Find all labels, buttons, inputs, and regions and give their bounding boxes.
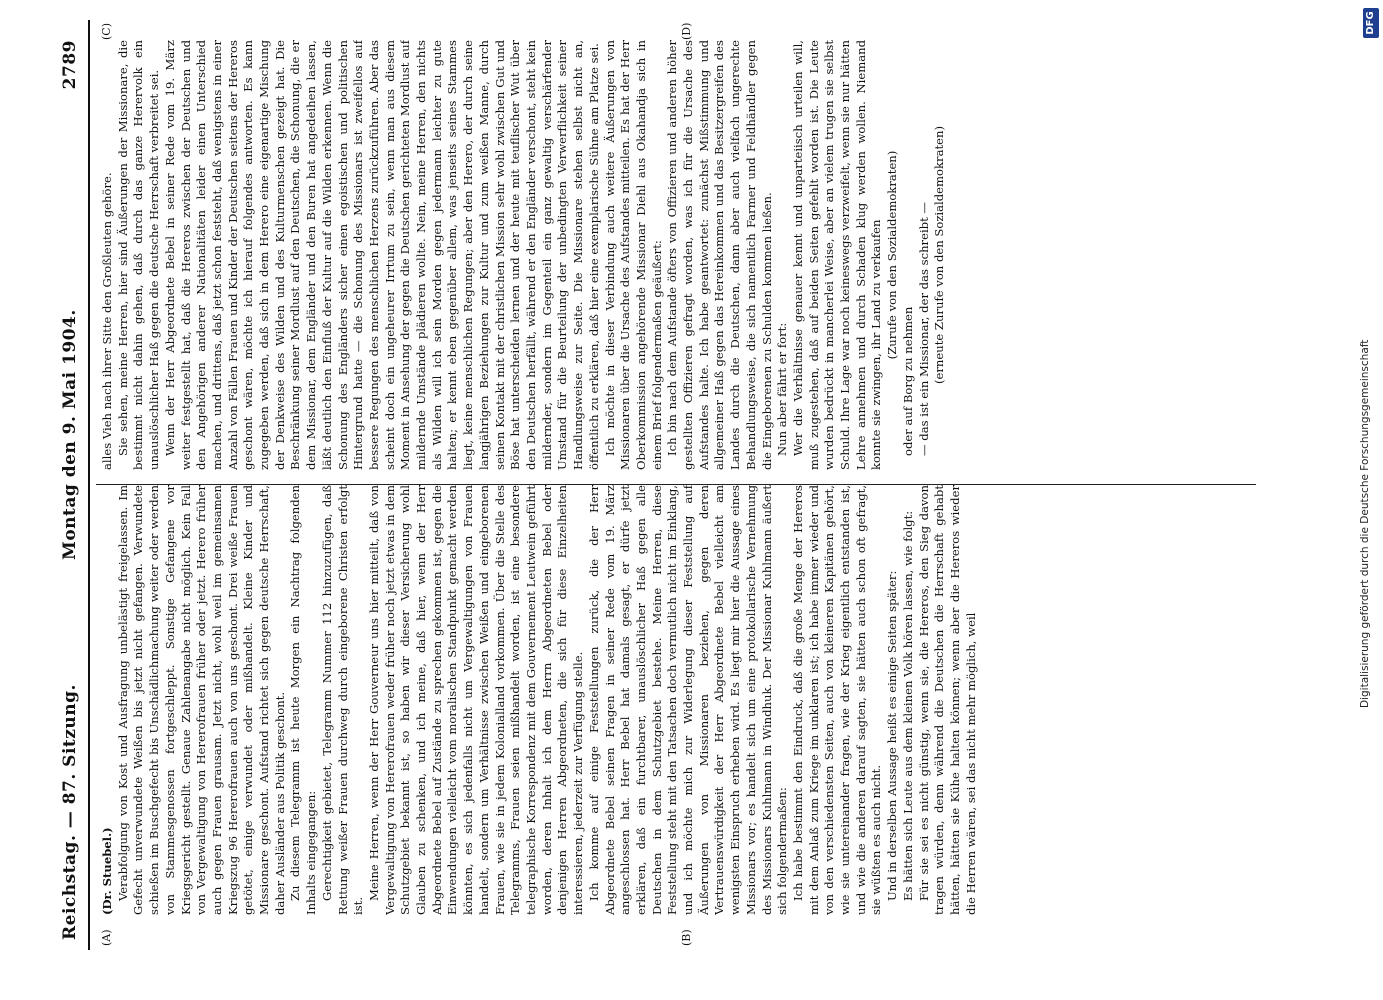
marginal-c: (C) bbox=[100, 23, 113, 40]
marginal-a: (A) bbox=[100, 929, 113, 946]
paragraph: Es hätten sich Leute aus dem kleinen Volk hören lassen, wie folgt: bbox=[900, 510, 915, 901]
interjection: (Zurufe von den Sozialdemokraten) bbox=[885, 150, 900, 360]
right-column bbox=[100, 40, 1340, 470]
paragraph: Wer die Verhältnisse genauer kennt und unparteiisch urteilen will, muß zugestehen, daß auf beiden Seiten gefehlt worden ist. Die Leute wurden bedrückt in mancherlei Weise, aber an vielem trugen sie selbst Schuld. Ihre Lage war noch keineswegs verzweifelt, wenn sie nur hätten Lehre annehmen und durch Schaden klug werden wollen. Niemand konnte sie zwingen, ihr Land zu verkaufen bbox=[790, 40, 884, 470]
page-number: 2789 bbox=[60, 40, 80, 90]
digitization-credit bbox=[1357, 8, 1377, 993]
paragraph: Verabfolgung von Kost und Ausfragung unbelästigt freigelassen. Im Gefecht unverwundete Weißen bis jetzt nicht gefangen. Verwundete schießen im Buschgefecht bis Unschädlichmachung weiter oder werden von Stammesgenossen fortgeschleppt. Sonstige Gefangene vor Kriegsgericht gestellt. Genaue Zahlenangabe nicht möglich. Kein Fall von Vergewaltigung von Hererofrauen früher oder jetzt. Herero früher auch gegen Frauen grausam. Jetzt nicht, wohl weil im gemeinsamen Kriegszug 96 Hererofrauen auch von uns geschont. Drei weiße Frauen getötet, einige verwundet oder mißhandelt. Kleine Kinder und Missionare geschont. Aufstand richtet sich gegen deutsche Herrschaft, daher Ausländer aus Politik geschont. bbox=[115, 485, 287, 915]
paragraph: Meine Herren, wenn der Herr Gouverneur uns hier mitteilt, daß von Vergewaltigung von Hererofrauen weder früher noch jetzt etwas in dem Schutzgebiet bekannt ist, so haben wir dieser Versicherung wohl Glauben zu schenken, und ich meine, daß hier, wenn der Herr Abgeordnete Bebel auf Zustände zu sprechen gekommen ist, gegen die Einwendungen vielleicht vom moralischen Standpunkt gemacht werden könnten, es sich jedenfalls nicht um Vergewaltigungen von Frauen handelt, sondern um Verhältnisse zwischen Weißen und eingeborenen Frauen, wie sie in jedem Kolonialland vorkommen. Über die Stelle des Telegramms, Frauen seien mißhandelt worden, ist eine besondere telegraphische Korrespondenz mit dem Gouvernement Leutwein geführt worden, deren Inhalt ich dem Herrn Abgeordneten Bebel oder denjenigen Herren Abgeordneten, die sich für diese Einzelheiten interessieren, jederzeit zur Verfügung stelle. bbox=[366, 485, 586, 915]
left-column bbox=[100, 485, 1340, 915]
paragraph: Gerechtigkeit gebietet, Telegramm Nummer 112 hinzuzufügen, daß Rettung weißer Frauen durchweg durch eingeborene Christen erfolgt ist. bbox=[319, 485, 366, 915]
paragraph: oder auf Borg zu nehmen bbox=[900, 306, 915, 456]
paragraph: Ich komme auf einige Feststellungen zurück, die der Herr Abgeordnete Bebel seinen Fragen in seiner Rede vom 19. März angeschlossen hat. Herr Bebel hat damals gesagt, er dürfe jetzt erklären, daß ein furchtbarer, unauslöschlicher Haß gegen alle Deutschen in dem Schutzgebiet bestehe. Meine Herren, diese Feststellung steht mit den Tatsachen doch vermutlich nicht im Einklang, und ich möchte mich zur Widerlegung dieser Feststellung auf Äußerungen von Missionaren beziehen, gegen deren Vertrauenswürdigkeit der Herr Abgeordnete Bebel vielleicht am wenigsten Einspruch erheben wird. Es liegt mir hier die Aussage eines Missionars vor; es handelt sich um eine protokollarische Vernehmung des Missionars Kuhlmann in Windhuk. Der Missionar Kuhlmann äußert sich folgendermaßen: bbox=[586, 485, 790, 915]
dfg-logo bbox=[1363, 8, 1379, 38]
paragraph: Ich möchte in dieser Verbindung auch weitere Äußerungen von Missionaren über die Ursache des Aufstandes mitteilen. Es hat der Herr Oberkommission angehörende Missionar Diehl aus Okahandja sich in einem Brief folgendermaßen geäußert: bbox=[602, 40, 664, 470]
marginal-d: (D) bbox=[680, 22, 693, 40]
document-page bbox=[60, 20, 1350, 950]
paragraph: — das ist ein Missionar, der das schreibt — bbox=[916, 201, 931, 456]
credit-text: Digitalisierung gefördert durch die Deutsche Forschungsgemeinschaft bbox=[1359, 339, 1371, 708]
paragraph: Sie sehen, meine Herren, hier sind Äußerungen der Missionare, die bestimmt nicht dahin gehen, daß durch das ganze Herervolk ein unauslöschlicher Haß gegen die deutsche Herrschaft verbreitet sei. bbox=[115, 40, 162, 470]
paragraph: Zu diesem Telegramm ist heute Morgen ein Nachtrag folgenden Inhalts eingegangen: bbox=[288, 485, 319, 915]
paragraph: Nun aber fährt er fort: bbox=[775, 322, 790, 456]
header-date: Montag den 9. Mai 1904. bbox=[60, 309, 80, 560]
speaker-label: (Dr. Stuebel.) bbox=[100, 827, 114, 915]
dfg-logo-text: DFG bbox=[1365, 11, 1376, 35]
interjection: (erneute Zurufe von den Sozialdemokraten) bbox=[932, 125, 947, 385]
paragraph: Ich habe bestimmt den Eindruck, daß die große Menge der Hereros mit dem Anlaß zum Kriege im unklaren ist; ich habe immer wieder und von den verschiedensten Seiten, auch von kleineren Kapitänen gehört, wie sie untereinander fragen, wie der Krieg eigentlich entstanden ist, und wie die anderen darauf sagten, sie hätten auch schon oft gefragt, sie wüßten es auch nicht. bbox=[790, 485, 884, 915]
page-header bbox=[60, 20, 86, 950]
paragraph: Ich bin nach dem Aufstande öfters von Offizieren und anderen höher gestellten Offizieren gefragt worden, was ich für die Ursache des Aufstandes halte. Ich habe geantwortet: zunächst Mißstimmung und allgemeiner Haß gegen das Hereinkommen und das Besitzergreifen des Landes durch die Deutschen, dann aber auch vielfach ungerechte Behandlungsweise, die sich namentlich Farmer und Feldhändler gegen die Eingeborenen zu Schulden kommen ließen. bbox=[665, 40, 774, 470]
header-rule bbox=[88, 20, 90, 950]
header-session: Reichstag. — 87. Sitzung. bbox=[60, 684, 80, 940]
marginal-b: (B) bbox=[680, 929, 693, 946]
paragraph: Und in derselben Aussage heißt es einige Seiten später: bbox=[885, 570, 900, 901]
paragraph: Wenn der Herr Abgeordnete Bebel in seiner Rede vom 19. März weiter festgestellt hat, daß die Hereros zwischen der Deutschen und den Angehörigen anderer Nationalitäten leider einen Unterschied machen, und drittens, daß jetzt schon feststeht, daß wenigstens in einer Anzahl von Fällen Frauen und Kinder der Deutschen seitens der Hereros geschont wären, möchte ich hierauf folgendes antworten. Es kann zugegeben werden, daß sich in dem Herero eine eigenartige Mischung der Denkweise des Wilden und des Kulturmenschen gezeigt hat. Die Beschränkung seiner Mordlust auf den Deutschen, die Schonung, die er dem Missionar, dem Engländer und den Buren hat angedeihen lassen, läßt deutlich den Einfluß der Kultur auf die Wilden erkennen. Wenn die Schonung des Engländers sicher einen egoistischen und politischen Hintergrund hatte — die Schonung des Missionars ist zweifellos auf bessere Regungen des menschlichen Herzens zurückzuführen. Aber das scheint doch ein ungeheurer Irrtum zu sein, wenn man aus diesem Moment in Ansehung der gegen die Deutschen gerichteten Mordlust auf mildernde Umstände plädieren wollte. Nein, meine Herren, den nichts als Wilden will ich sein Morden gegen jedermann leichter zu gute halten; er kennt eben gegenüber allem, was jenseits seines Stammes liegt, keine menschlichen Regungen; aber den Herero, der durch seine langjährigen Beziehungen zur Kultur und zum weißen Manne, durch seinen Kontakt mit der christlichen Mission sehr wohl zwischen Gut und Böse hat unterscheiden lernen und der heute mit teuflischer Wut über den Deutschen herfällt, während er den Engländer verschont, steht kein mildernder, sondern im Gegenteil ein ganz gewaltig verschärfender Umstand für die Beurteilung der unbedingten Verwerflichkeit seiner Handlungsweise zur Seite. Die Missionare stehen selbst nicht an, öffentlich zu erklären, daß hier eine exemplarische Sühne am Platze sei. bbox=[162, 40, 601, 470]
paragraph: Für sie sei es nicht günstig, wenn sie, die Hereros, den Sieg davon tragen würden, denn während die Deutschen die Herrschaft gehabt hätten, hätten sie Kühe halten können; wenn aber die Hereros wieder die Herren wären, sei das nicht mehr möglich, weil bbox=[916, 485, 978, 915]
paragraph: alles Vieh nach ihrer Sitte den Großleuten gehöre. bbox=[100, 172, 114, 470]
